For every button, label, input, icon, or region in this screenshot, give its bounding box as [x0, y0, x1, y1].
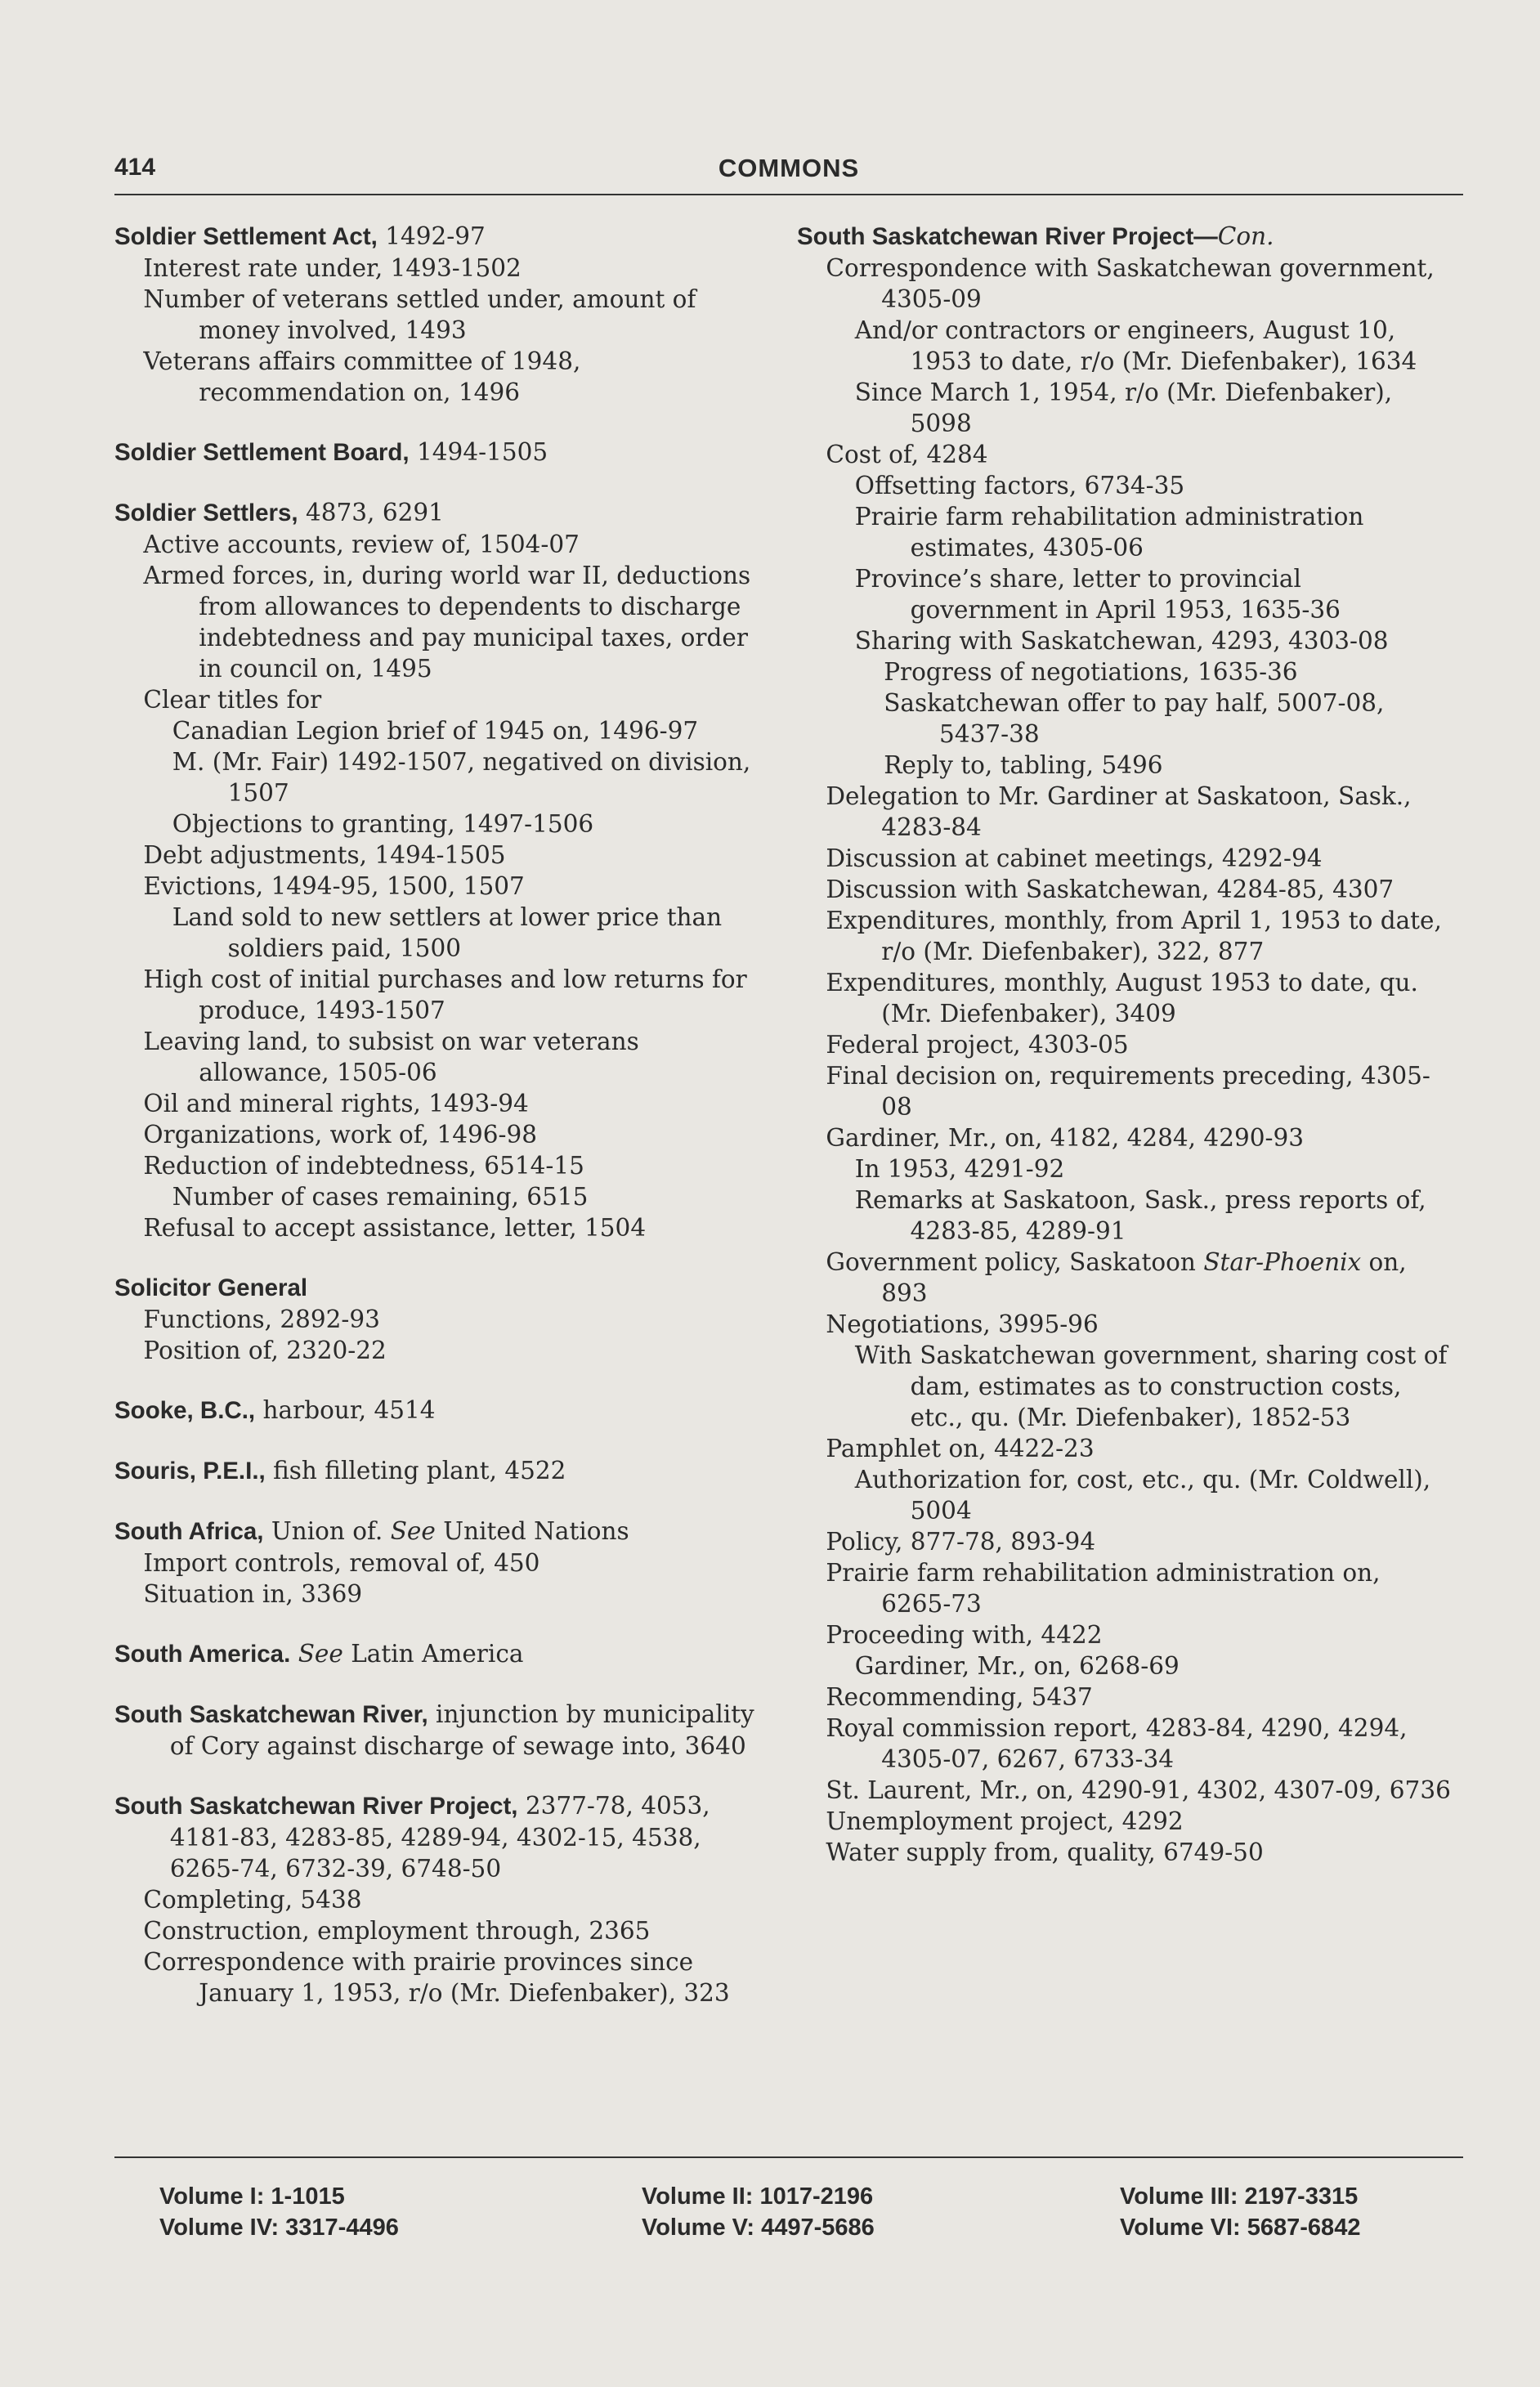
subentry: [114, 1026, 768, 1088]
volume-range: Volume IV: 3317-4496: [159, 2215, 399, 2241]
index-entry: [114, 1455, 768, 1487]
entry-text: Interest rate under, 1493-1502: [143, 254, 522, 282]
subentry: [114, 715, 768, 746]
subentry: [114, 1579, 768, 1610]
subentry: [114, 529, 768, 560]
entry-text: Oil and mineral rights, 1493-94: [143, 1090, 529, 1117]
index-column-right: [797, 221, 1451, 1897]
index-entry: [114, 221, 768, 408]
entry-heading: [114, 1790, 768, 1884]
subentry: [114, 560, 768, 684]
subentry: [114, 902, 768, 964]
entry-text: Gardiner, Mr., on, 6268-69: [854, 1652, 1180, 1680]
subentry: [797, 470, 1451, 501]
entry-text: Province’s share, letter to provincial government in April 1953, 1635-36: [854, 565, 1341, 624]
subentry: [797, 1247, 1451, 1309]
entry-heading: [114, 437, 768, 468]
entry-heading: [114, 1395, 768, 1426]
entry-text: Discussion with Saskatchewan, 4284-85, 4307: [826, 876, 1395, 903]
entry-text: Situation in, 3369: [143, 1580, 363, 1608]
heading-term: South Africa,: [114, 1518, 264, 1545]
subentry: [114, 1088, 768, 1119]
entry-text: on, 893: [881, 1248, 1407, 1307]
entry-text: Gardiner, Mr., on, 4182, 4284, 4290-93: [826, 1124, 1305, 1152]
entry-text: Pamphlet on, 4422-23: [826, 1435, 1095, 1462]
volume-range: Volume III: 2197-3315: [1120, 2183, 1359, 2210]
entry-text: [290, 1640, 298, 1668]
footer-column-2: [642, 2181, 875, 2243]
subentry: [797, 1060, 1451, 1122]
entry-heading: [114, 1699, 768, 1762]
subentry: [797, 843, 1451, 874]
subentry: [797, 1185, 1451, 1247]
footer-rule: [114, 2156, 1463, 2158]
entry-text: Negotiations, 3995-96: [826, 1310, 1099, 1338]
entry-heading: [114, 1272, 768, 1304]
subentry: [114, 808, 768, 840]
entry-text: High cost of initial purchases and low returns for produce, 1493-1507: [143, 965, 747, 1024]
subentry: [114, 871, 768, 902]
subentry: [797, 781, 1451, 843]
italic-text: See: [390, 1517, 436, 1545]
entry-text: Expenditures, monthly, from April 1, 1953 to date, r/o (Mr. Diefenbaker), 322, 877: [826, 907, 1442, 965]
subentry: [797, 1122, 1451, 1153]
subentry: [114, 1335, 768, 1366]
subentry: [797, 1775, 1451, 1806]
subentry: [797, 1309, 1451, 1340]
subentry: [797, 1619, 1451, 1650]
entry-text: Latin America: [342, 1640, 524, 1668]
subentry: [114, 746, 768, 808]
subentry: [114, 346, 768, 408]
volume-range: Volume II: 1017-2196: [642, 2183, 874, 2210]
entry-text: Correspondence with Saskatchewan government, 4305-09: [826, 254, 1435, 313]
subentry: [797, 1650, 1451, 1682]
entry-heading: [797, 221, 1451, 253]
entry-text: Debt adjustments, 1494-1505: [143, 841, 506, 869]
entry-text: Refusal to accept assistance, letter, 1504: [143, 1214, 647, 1242]
subentry: [797, 1433, 1451, 1464]
entry-text: 1494-1505: [409, 438, 548, 466]
italic-text: See: [298, 1640, 343, 1668]
entry-text: Import controls, removal of, 450: [143, 1549, 540, 1577]
entry-text: Water supply from, quality, 6749-50: [826, 1838, 1264, 1866]
heading-term: Soldier Settlement Act,: [114, 223, 378, 250]
subentry: [797, 1340, 1451, 1433]
entry-text: With Saskatchewan government, sharing cost of dam, estimates as to construction costs, etc., qu. (Mr. Diefenbaker), 1852-53: [854, 1341, 1448, 1431]
subentry: [797, 625, 1451, 656]
entry-text: Canadian Legion brief of 1945 on, 1496-97: [172, 717, 699, 745]
heading-term: Souris, P.E.I.,: [114, 1458, 266, 1485]
page-header: [114, 154, 1463, 186]
entry-text: Final decision on, requirements preceding, 4305-08: [826, 1062, 1430, 1121]
volume-range: Volume V: 4497-5686: [642, 2215, 875, 2241]
subentry: [797, 874, 1451, 905]
entry-text: Discussion at cabinet meetings, 4292-94: [826, 844, 1323, 872]
entry-text: Proceeding with, 4422: [826, 1621, 1103, 1649]
entry-text: Prairie farm rehabilitation administration estimates, 4305-06: [854, 503, 1364, 562]
entry-text: Cost of, 4284: [826, 441, 988, 468]
entry-text: St. Laurent, Mr., on, 4290-91, 4302, 4307-09, 6736: [826, 1776, 1451, 1804]
subentry: [797, 1464, 1451, 1526]
entry-text: Remarks at Saskatoon, Sask., press reports of, 4283-85, 4289-91: [854, 1186, 1426, 1245]
entry-text: Number of cases remaining, 6515: [172, 1183, 589, 1211]
entry-text: Clear titles for: [143, 686, 322, 714]
subentry: [797, 253, 1451, 315]
page-number: 414: [114, 154, 156, 181]
subentry: [797, 563, 1451, 625]
entry-text: Delegation to Mr. Gardiner at Saskatoon, Sask., 4283-84: [826, 782, 1412, 841]
entry-text: Union of.: [263, 1517, 391, 1545]
entry-text: Functions, 2892-93: [143, 1305, 380, 1333]
subentry: [797, 1526, 1451, 1557]
entry-text: Recommending, 5437: [826, 1683, 1093, 1711]
volume-range: Volume I: 1-1015: [159, 2183, 345, 2210]
subentry: [114, 253, 768, 284]
subentry: [797, 1682, 1451, 1713]
index-entry: [114, 1395, 768, 1426]
subentry: [797, 905, 1451, 967]
subentry: [114, 1181, 768, 1212]
entry-text: Sharing with Saskatchewan, 4293, 4303-08: [854, 627, 1389, 655]
subentry: [114, 284, 768, 346]
heading-term: South Saskatchewan River Project—: [797, 223, 1218, 250]
heading-term: Sooke, B.C.,: [114, 1397, 256, 1424]
subentry: [114, 684, 768, 715]
entry-text: Saskatchewan offer to pay half, 5007-08, 5437-38: [884, 689, 1385, 748]
subentry: [797, 315, 1451, 377]
subentry: [797, 656, 1451, 687]
entry-text: Evictions, 1494-95, 1500, 1507: [143, 872, 525, 900]
entry-text: 4873, 6291: [298, 499, 444, 526]
index-entry: [114, 497, 768, 1243]
volume-footer: [114, 2181, 1463, 2255]
subentry: [797, 750, 1451, 781]
entry-text: Since March 1, 1954, r/o (Mr. Diefenbaker), 5098: [854, 378, 1393, 437]
entry-text: Correspondence with prairie provinces since January 1, 1953, r/o (Mr. Diefenbaker), 323: [143, 1948, 730, 2007]
entry-heading: [114, 1455, 768, 1487]
entry-heading: [114, 497, 768, 529]
italic-text: Con.: [1217, 222, 1274, 250]
heading-term: South Saskatchewan River Project,: [114, 1793, 518, 1820]
heading-term: South America.: [114, 1641, 291, 1668]
subentry: [114, 1119, 768, 1150]
entry-text: 1492-97: [377, 222, 486, 250]
subentry: [114, 1884, 768, 1915]
subentry: [797, 1557, 1451, 1619]
entry-text: In 1953, 4291-92: [854, 1155, 1065, 1183]
entry-text: Progress of negotiations, 1635-36: [884, 658, 1298, 686]
entry-text: fish filleting plant, 4522: [265, 1457, 566, 1485]
heading-term: Solicitor General: [114, 1274, 308, 1301]
entry-text: Government policy, Saskatoon: [826, 1248, 1204, 1276]
subentry: [797, 1029, 1451, 1060]
heading-term: South Saskatchewan River,: [114, 1701, 428, 1728]
entry-text: Construction, employment through, 2365: [143, 1917, 651, 1945]
entry-text: Authorization for, cost, etc., qu. (Mr. Coldwell), 5004: [854, 1466, 1431, 1525]
entry-text: Royal commission report, 4283-84, 4290, 4294, 4305-07, 6267, 6733-34: [826, 1714, 1408, 1773]
entry-text: Offsetting factors, 6734-35: [854, 472, 1185, 499]
subentry: [797, 1153, 1451, 1185]
entry-text: Land sold to new settlers at lower price than soldiers paid, 1500: [172, 903, 723, 962]
entry-text: 2377-78, 4053, 4181-83, 4283-85, 4289-94, 4302-15, 4538, 6265-74, 6732-39, 6748-50: [169, 1792, 710, 1883]
italic-text: Star-Phoenix: [1203, 1248, 1362, 1276]
entry-text: Objections to granting, 1497-1506: [172, 810, 594, 838]
subentry: [114, 1915, 768, 1946]
entry-text: Prairie farm rehabilitation administration on, 6265-73: [826, 1559, 1381, 1618]
footer-column-3: [1120, 2181, 1360, 2243]
entry-text: And/or contractors or engineers, August 10, 1953 to date, r/o (Mr. Diefenbaker), 1634: [854, 316, 1417, 375]
subentry: [114, 1946, 768, 2009]
subentry: [114, 840, 768, 871]
entry-text: Reduction of indebtedness, 6514-15: [143, 1152, 584, 1180]
index-entry: [114, 1790, 768, 2009]
index-entry: [114, 1638, 768, 1670]
entry-text: Unemployment project, 4292: [826, 1807, 1184, 1835]
heading-term: Soldier Settlement Board,: [114, 439, 410, 466]
index-entry: [797, 221, 1451, 1868]
entry-text: Active accounts, review of, 1504-07: [143, 531, 580, 558]
entry-text: M. (Mr. Fair) 1492-1507, negatived on division, 1507: [172, 748, 751, 807]
subentry: [114, 1547, 768, 1579]
entry-text: Organizations, work of, 1496-98: [143, 1121, 537, 1149]
index-column-left: [114, 221, 768, 2037]
entry-text: Veterans affairs committee of 1948, recommendation on, 1496: [143, 347, 581, 406]
subentry: [114, 964, 768, 1026]
subentry: [114, 1304, 768, 1335]
subentry: [797, 1713, 1451, 1775]
entry-text: Position of, 2320-22: [143, 1337, 387, 1364]
subentry: [114, 1212, 768, 1243]
subentry: [797, 1837, 1451, 1868]
index-entry: [114, 1699, 768, 1762]
entry-heading: [114, 221, 768, 253]
entry-text: Federal project, 4303-05: [826, 1031, 1129, 1059]
entry-text: Armed forces, in, during world war II, deductions from allowances to dependents to discharge indebtedness and pay municipal taxes, order in council on, 1495: [143, 562, 751, 683]
index-entry: [114, 1516, 768, 1610]
footer-column-1: [159, 2181, 399, 2243]
entry-text: harbour, 4514: [255, 1396, 436, 1424]
subentry: [797, 377, 1451, 439]
subentry: [114, 1150, 768, 1181]
entry-heading: [114, 1516, 768, 1547]
entry-text: Policy, 877-78, 893-94: [826, 1528, 1096, 1556]
volume-range: Volume VI: 5687-6842: [1120, 2215, 1361, 2241]
entry-text: Number of veterans settled under, amount of money involved, 1493: [143, 285, 696, 344]
entry-text: Expenditures, monthly, August 1953 to date, qu. (Mr. Diefenbaker), 3409: [826, 969, 1418, 1028]
header-rule: [114, 194, 1463, 195]
subentry: [797, 439, 1451, 470]
subentry: [797, 1806, 1451, 1837]
entry-text: Reply to, tabling, 5496: [884, 751, 1163, 779]
index-entry: [114, 437, 768, 468]
index-entry: [114, 1272, 768, 1366]
subentry: [797, 501, 1451, 563]
entry-heading: [114, 1638, 768, 1670]
entry-text: injunction by municipality of Cory against discharge of sewage into, 3640: [169, 1700, 754, 1760]
entry-text: United Nations: [435, 1517, 629, 1545]
subentry: [797, 967, 1451, 1029]
entry-text: Leaving land, to subsist on war veterans allowance, 1505-06: [143, 1028, 639, 1086]
subentry: [797, 687, 1451, 750]
entry-text: Completing, 5438: [143, 1886, 362, 1914]
running-head: COMMONS: [718, 154, 860, 182]
heading-term: Soldier Settlers,: [114, 499, 298, 526]
